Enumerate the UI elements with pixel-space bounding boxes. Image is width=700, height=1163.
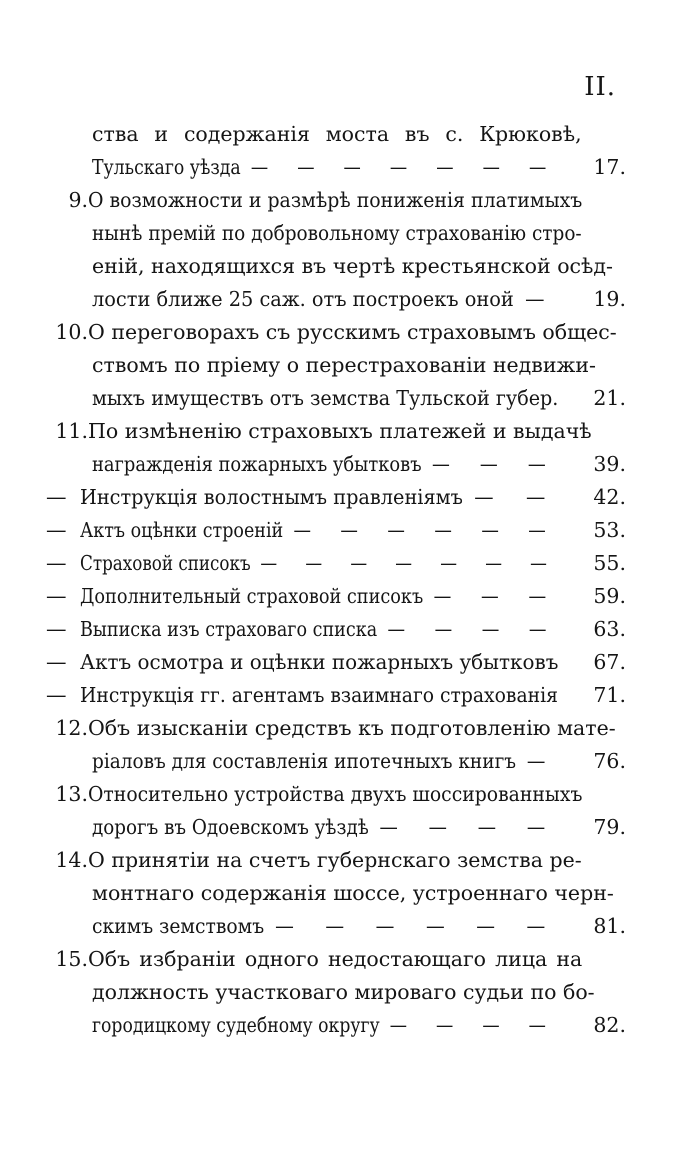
toc-line — [0, 382, 700, 415]
page-number: 42. — [593, 485, 626, 509]
entry-title: По измѣненію страховыхъ платежей и выдачѣ — [88, 419, 592, 443]
entry-text — [92, 877, 614, 910]
page-number: 71. — [593, 683, 626, 707]
item-number: 10. — [55, 320, 88, 344]
page-number: 19. — [593, 287, 626, 311]
entry-title: городицкому судебному округу — [92, 1013, 380, 1037]
sub-item-dash: — — [46, 617, 67, 641]
toc-line — [0, 976, 700, 1009]
item-number: 15. — [55, 947, 88, 971]
entry-title: Инструкція гг. агентамъ взаимнаго страхованія — [80, 683, 558, 707]
toc-line — [0, 580, 700, 613]
entry-text — [92, 745, 558, 778]
dash-leader: — — — — — [379, 815, 558, 839]
toc-line — [0, 745, 700, 778]
toc-line — [0, 250, 700, 283]
sub-item-dash: — — [46, 650, 67, 674]
dash-leader: — — — — — [389, 1013, 558, 1037]
entry-text — [88, 316, 617, 349]
entry-text — [92, 910, 558, 943]
toc-line — [0, 679, 700, 712]
entry-text — [88, 415, 592, 448]
entry-title: Дополнительный страховой списокъ — [80, 584, 424, 608]
toc-line — [0, 118, 700, 151]
entry-title: награжденія пожарныхъ убытковъ — [92, 452, 422, 476]
entry-text — [88, 844, 582, 877]
entry-title: нынѣ премій по добровольному страхованію стро- — [92, 221, 582, 245]
item-number: 9. — [68, 188, 88, 212]
entry-text — [92, 283, 558, 316]
sub-item-dash: — — [46, 683, 67, 707]
page-number: 76. — [593, 749, 626, 773]
item-number: 12. — [55, 716, 88, 740]
entry-title: дорогъ въ Одоевскомъ уѣздѣ — [92, 815, 369, 839]
entry-text — [88, 778, 582, 811]
entry-text — [88, 184, 582, 217]
page-number: 39. — [593, 452, 626, 476]
item-number: 11. — [55, 419, 88, 443]
entry-text — [88, 943, 582, 976]
toc-line — [0, 514, 700, 547]
toc-line — [0, 217, 700, 250]
entry-title: должность участковаго мироваго судьи по бо- — [92, 980, 595, 1004]
entry-text — [88, 712, 616, 745]
entry-title: Актъ оцѣнки строеній — [80, 518, 284, 542]
sub-item-dash: — — [46, 551, 67, 575]
dash-leader: — — [525, 287, 558, 311]
entry-title: ства и содержанія моста въ с. Крюковѣ, — [92, 122, 582, 146]
toc-line — [0, 283, 700, 316]
entry-text — [92, 151, 558, 184]
item-number: 14. — [55, 848, 88, 872]
dash-leader: — — — — [433, 584, 559, 608]
entry-text — [92, 1009, 558, 1042]
entry-text — [92, 976, 595, 1009]
dash-leader: — — — — — — — — [250, 155, 559, 179]
dash-leader: — — [526, 749, 558, 773]
entry-title: мыхъ имуществъ отъ земства Тульской губер. — [92, 386, 559, 410]
entry-text — [80, 613, 558, 646]
page-number: 63. — [593, 617, 626, 641]
entry-text — [92, 118, 582, 151]
entry-title: Инструкція волостнымъ правленіямъ — [80, 485, 463, 509]
entry-text — [80, 646, 558, 679]
entry-title: Актъ осмотра и оцѣнки пожарныхъ убытковъ — [80, 650, 559, 674]
dash-leader: — — — — — — — [293, 518, 558, 542]
page-number: 53. — [593, 518, 626, 542]
toc-line — [0, 349, 700, 382]
entry-text — [92, 250, 613, 283]
entry-text — [80, 514, 558, 547]
toc-line — [0, 184, 700, 217]
toc-line — [0, 151, 700, 184]
entry-text — [92, 217, 582, 250]
entry-title: монтнаго содержанія шоссе, устроеннаго черн- — [92, 881, 614, 905]
entry-text — [80, 679, 558, 712]
entry-title: Относительно устройства двухъ шоссированныхъ — [88, 782, 583, 806]
page-number: 79. — [593, 815, 626, 839]
entry-title: ріаловъ для составленія ипотечныхъ книгъ — [92, 749, 517, 773]
dash-leader: — — — — — — — — [260, 551, 559, 575]
entry-title: лости ближе 25 саж. отъ построекъ оной — [92, 287, 514, 311]
sub-item-dash: — — [46, 518, 67, 542]
entry-text — [92, 811, 558, 844]
dash-leader: — — — — [432, 452, 558, 476]
page-number: 67. — [593, 650, 626, 674]
page-number: 81. — [593, 914, 626, 938]
entry-text — [92, 382, 558, 415]
entry-title: Выписка изъ страховаго списка — [80, 617, 378, 641]
sub-item-dash: — — [46, 485, 67, 509]
page-number: 21. — [593, 386, 626, 410]
toc-line — [0, 877, 700, 910]
toc-line — [0, 316, 700, 349]
entry-title: Объ избраніи одного недостающаго лица на — [88, 947, 583, 971]
toc-line — [0, 481, 700, 514]
entry-text — [92, 349, 596, 382]
toc-line — [0, 1009, 700, 1042]
table-of-contents — [0, 118, 700, 1042]
entry-title: О принятіи на счетъ губернскаго земства ре- — [88, 848, 582, 872]
entry-title: ствомъ по пріему о перестрахованіи недвижи- — [92, 353, 596, 377]
toc-line — [0, 844, 700, 877]
page-folio: II. — [584, 72, 616, 102]
dash-leader: — — — [474, 485, 559, 509]
dash-leader: — — — — — — — [275, 914, 559, 938]
entry-text — [80, 481, 558, 514]
page-number: 59. — [593, 584, 626, 608]
entry-text — [80, 580, 558, 613]
entry-title: Объ изысканіи средствъ къ подготовленію мате- — [88, 716, 616, 740]
entry-title: Страховой списокъ — [80, 551, 251, 575]
toc-line — [0, 778, 700, 811]
toc-line — [0, 943, 700, 976]
entry-title: О возможности и размѣрѣ пониженія платимыхъ — [88, 188, 583, 212]
toc-line — [0, 910, 700, 943]
entry-text — [92, 448, 558, 481]
page-number: 17. — [593, 155, 626, 179]
page-number: 55. — [593, 551, 626, 575]
toc-line — [0, 415, 700, 448]
sub-item-dash: — — [46, 584, 67, 608]
item-number: 13. — [55, 782, 88, 806]
entry-title: еній, находящихся въ чертѣ крестьянской осѣд- — [92, 254, 613, 278]
dash-leader: — — — — — [387, 617, 559, 641]
toc-line — [0, 547, 700, 580]
toc-line — [0, 613, 700, 646]
toc-line — [0, 712, 700, 745]
entry-title: скимъ земствомъ — [92, 914, 265, 938]
toc-line — [0, 646, 700, 679]
page-number: 82. — [593, 1013, 626, 1037]
entry-title: О переговорахъ съ русскимъ страховымъ общес- — [88, 320, 617, 344]
entry-title: Тульскаго уѣзда — [92, 155, 241, 179]
entry-text — [80, 547, 558, 580]
toc-line — [0, 811, 700, 844]
toc-line — [0, 448, 700, 481]
